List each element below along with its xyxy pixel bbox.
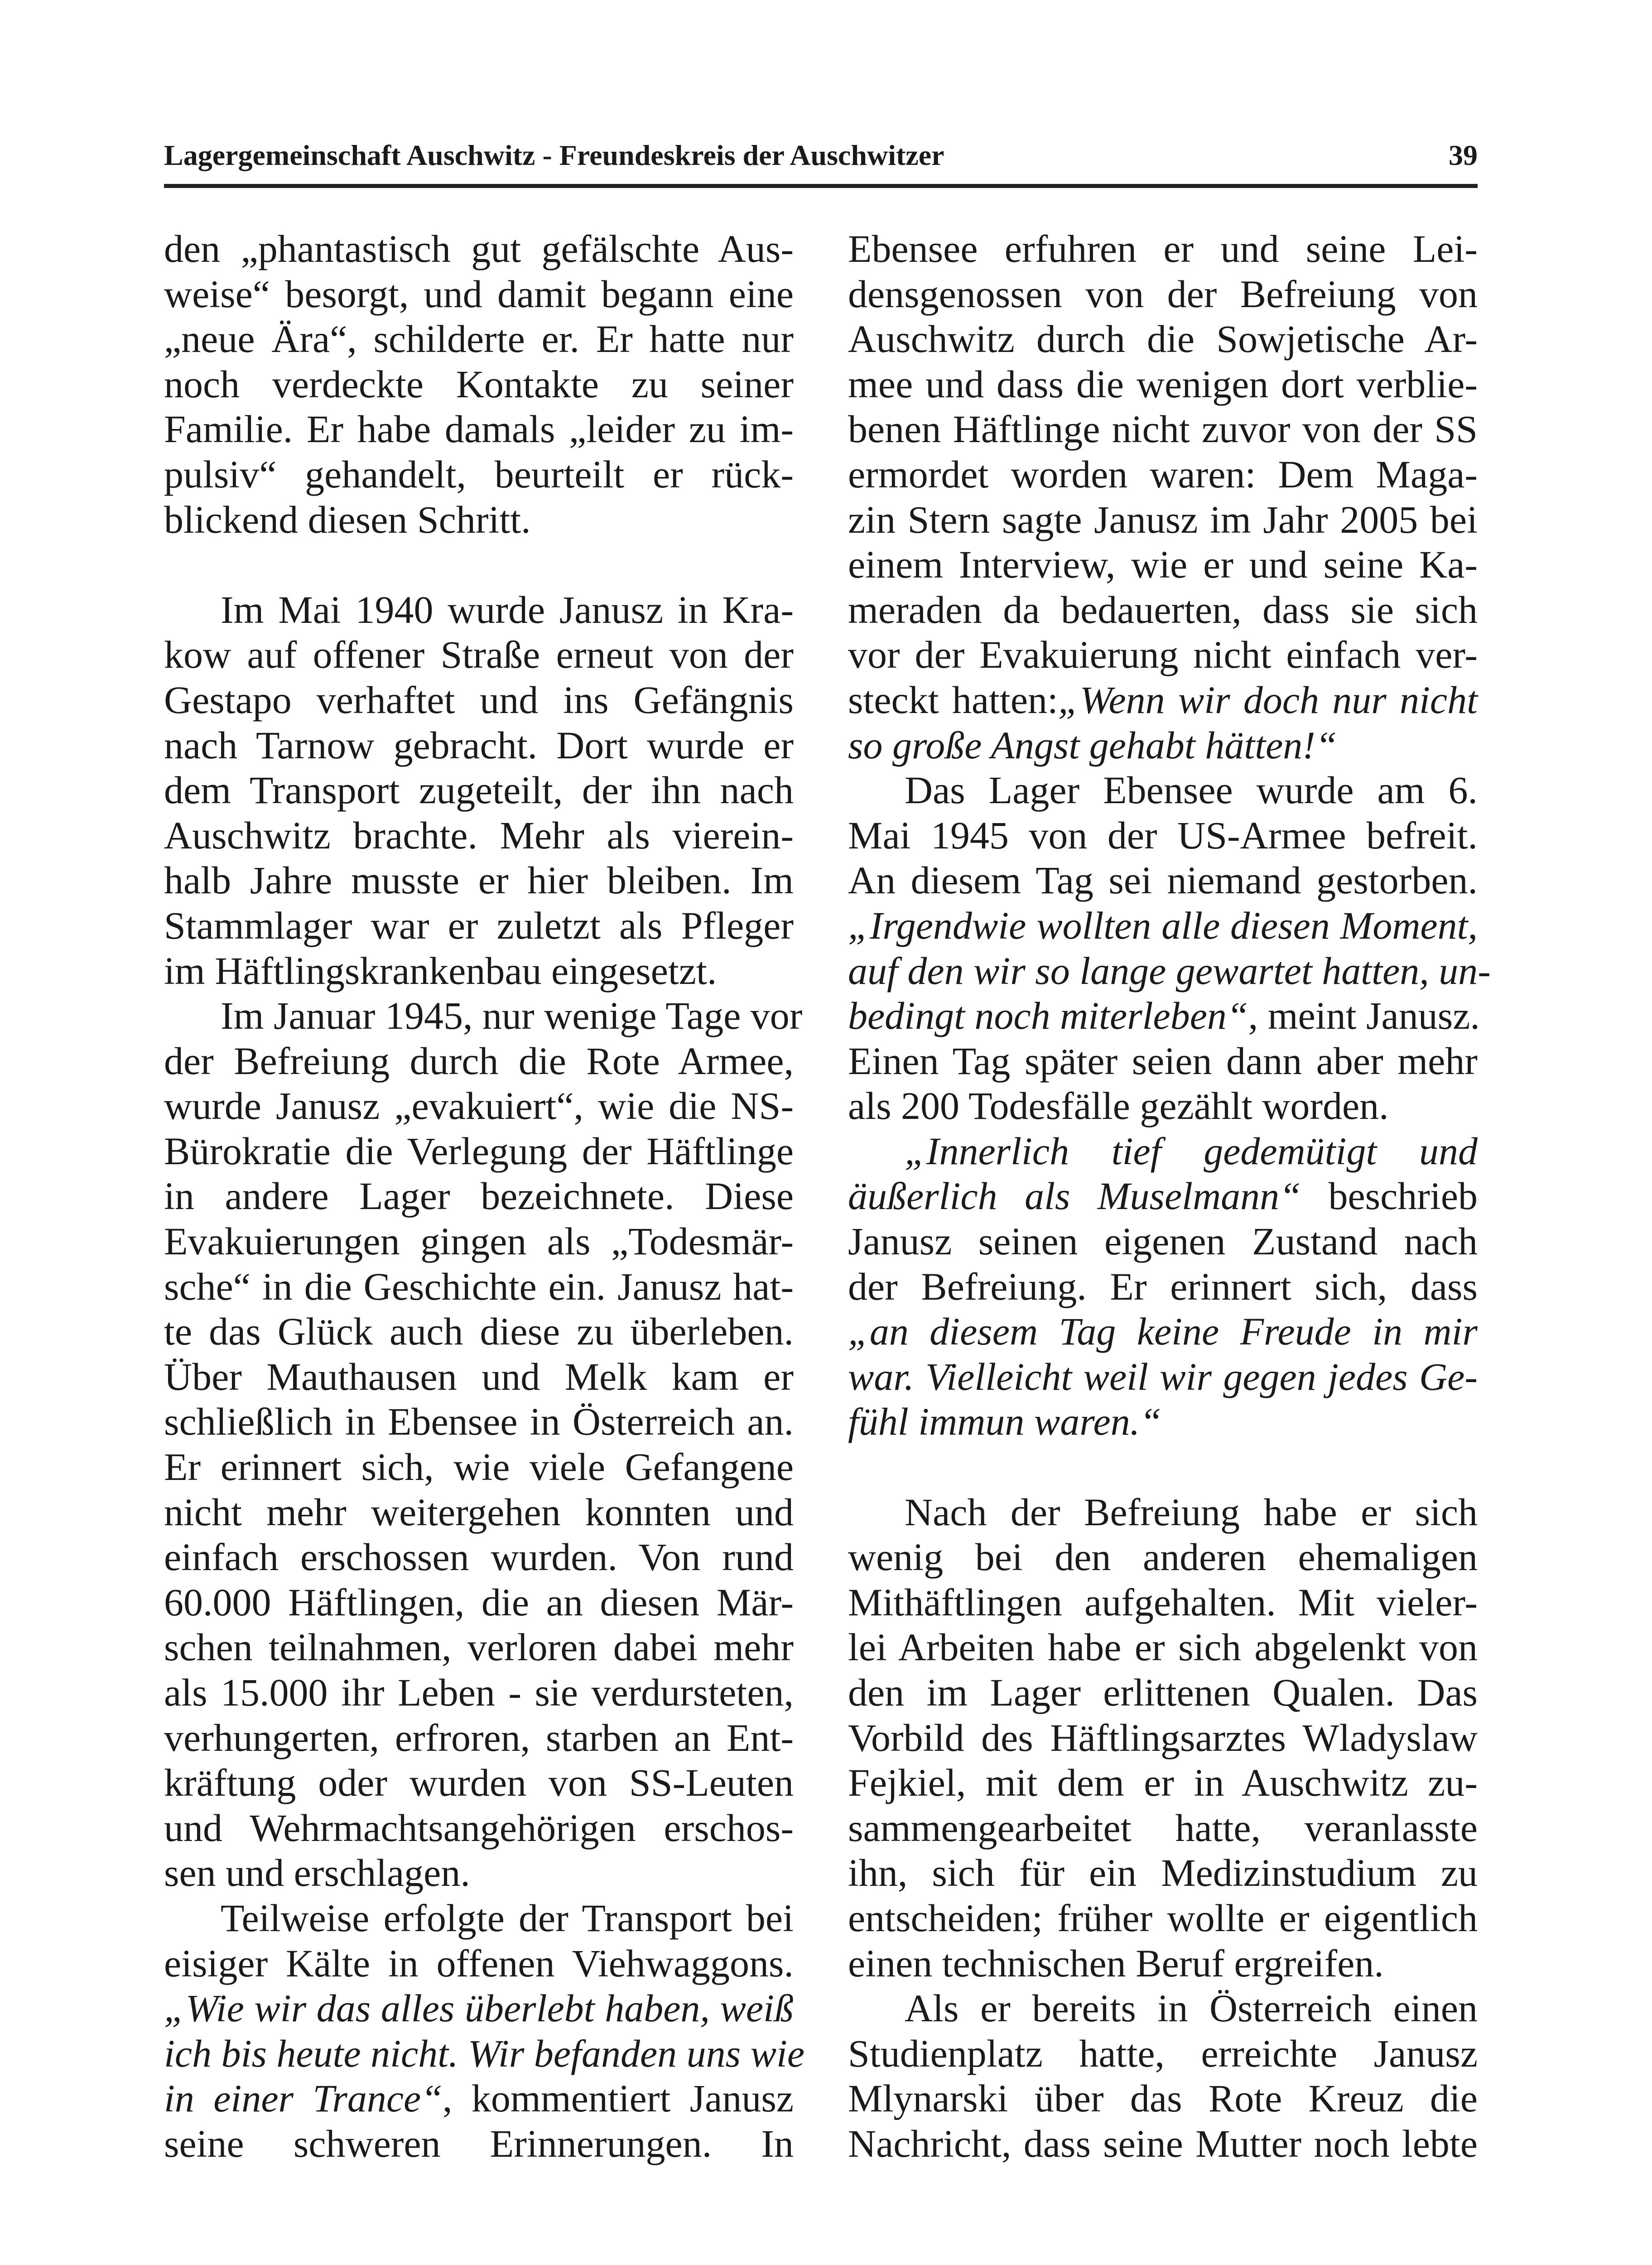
left-column	[164, 226, 805, 2167]
quote-line	[848, 1129, 1478, 1174]
text-line: sen und erschlagen.	[164, 1851, 470, 1895]
quote-line	[848, 1399, 1478, 1445]
text-line: Vorbild des Häftlingsarztes Wladyslaw	[848, 1716, 1478, 1759]
quote-line	[848, 903, 1478, 949]
text-line: als 15.000 ihr Leben - sie verdursteten,	[164, 1671, 794, 1714]
text-line: meraden da bedauerten, dass sie sich	[848, 588, 1478, 631]
text-line	[848, 678, 1478, 723]
text-line: in andere Lager bezeichnete. Diese	[164, 1174, 794, 1218]
right-column	[848, 226, 1491, 2167]
text-line: den im Lager erlittenen Qualen. Das	[848, 1671, 1478, 1714]
text-line: und Wehrmachtsangehörigen erschos-	[164, 1806, 794, 1850]
text-line: An diesem Tag sei niemand gestorben.	[848, 858, 1478, 902]
quote-text: „Wie wir das alles überlebt haben, weiß	[164, 1986, 794, 2030]
quote-text: so große Angst gehabt hätten!“	[848, 723, 1337, 767]
page-number: 39	[1449, 139, 1478, 171]
text-line: Bürokratie die Verlegung der Häftlinge	[164, 1129, 794, 1173]
text-line: te das Glück auch diese zu überleben.	[164, 1310, 794, 1354]
text-line: Auschwitz durch die Sowjetische Ar-	[848, 317, 1478, 361]
text-line: ihn, sich für ein Medizinstudium zu	[848, 1851, 1478, 1895]
quote-line	[848, 1309, 1478, 1354]
quote-line	[164, 2031, 805, 2077]
quote-text: „Irgendwie wollten alle diesen Moment,	[848, 903, 1478, 947]
text-line: schließlich in Ebensee in Österreich an.	[164, 1400, 794, 1444]
quote-line	[848, 949, 1491, 994]
text-line: Ebensee erfuhren er und seine Lei-	[848, 227, 1478, 270]
text-line: mee und dass die wenigen dort verblie-	[848, 362, 1478, 406]
text-line: Mithäftlingen aufgehalten. Mit vieler-	[848, 1580, 1478, 1624]
quote-text: „Wenn wir doch nur nicht	[1058, 678, 1478, 722]
text-line	[848, 1174, 1478, 1219]
text-line: zin Stern sagte Janusz im Jahr 2005 bei	[848, 497, 1478, 541]
text-line: Als er bereits in Österreich einen	[905, 1986, 1478, 2030]
running-header	[164, 134, 1478, 188]
text-line: entscheiden; früher wollte er eigentlich	[848, 1896, 1478, 1940]
text-line: nicht mehr weitergehen konnten und	[164, 1490, 794, 1534]
quote-text: in einer Trance“	[164, 2077, 443, 2120]
text-line: nach Tarnow gebracht. Dort wurde er	[164, 723, 794, 767]
text-fragment: , meint Janusz.	[1248, 994, 1480, 1038]
text-line: 60.000 Häftlingen, die an diesen Mär-	[164, 1580, 794, 1624]
text-fragment: , kommentiert Janusz	[443, 2077, 794, 2120]
text-line: seine schweren Erinnerungen. In	[164, 2121, 794, 2165]
quote-text: war. Vielleicht weil wir gegen jedes Ge-	[848, 1354, 1478, 1398]
text-line: Studienplatz hatte, erreichte Janusz	[848, 2031, 1478, 2075]
text-line: halb Jahre musste er hier bleiben. Im	[164, 858, 794, 902]
text-line: dem Transport zugeteilt, der ihn nach	[164, 768, 794, 812]
text-line	[848, 993, 1478, 1039]
text-line: einen technischen Beruf ergreifen.	[848, 1941, 1384, 1985]
text-line: Über Mauthausen und Melk kam er	[164, 1354, 794, 1398]
text-line: einem Interview, wie er und seine Ka-	[848, 543, 1478, 587]
text-line: sammengearbeitet hatte, veranlasste	[848, 1806, 1478, 1850]
text-line: noch verdeckte Kontakte zu seiner	[164, 362, 794, 406]
quote-text: „Innerlich tief gedemütigt und	[905, 1129, 1478, 1173]
text-fragment: steckt hatten:	[848, 678, 1058, 722]
text-line: Er erinnert sich, wie viele Gefangene	[164, 1445, 794, 1489]
paragraph-gap	[164, 542, 794, 588]
text-line: Mai 1945 von der US-Armee befreit.	[848, 813, 1478, 857]
text-line: Gestapo verhaftet und ins Gefängnis	[164, 678, 794, 722]
text-line: Nachricht, dass seine Mutter noch lebte	[848, 2121, 1478, 2165]
text-line: Stammlager war er zuletzt als Pfleger	[164, 903, 794, 947]
text-line: sche“ in die Geschichte ein. Janusz hat-	[164, 1264, 794, 1308]
text-line: Teilweise erfolgte der Transport bei	[221, 1896, 794, 1940]
quote-line	[848, 723, 1478, 768]
text-line: Evakuierungen gingen als „Todesmär-	[164, 1219, 794, 1263]
text-fragment: beschrieb	[1301, 1174, 1478, 1218]
text-line: der Befreiung. Er erinnert sich, dass	[848, 1264, 1478, 1308]
text-line: blickend diesen Schritt.	[164, 497, 531, 541]
text-line: benen Häftlinge nicht zuvor von der SS	[848, 407, 1478, 451]
quote-text: fühl immun waren.“	[848, 1400, 1162, 1444]
text-line: Mlynarski über das Rote Kreuz die	[848, 2077, 1478, 2120]
text-line: einfach erschossen wurden. Von rund	[164, 1535, 794, 1579]
text-line: „neue Ära“, schilderte er. Er hatte nur	[164, 317, 794, 361]
text-line: densgenossen von der Befreiung von	[848, 272, 1478, 316]
text-line: kräftung oder wurden von SS-Leuten	[164, 1761, 794, 1805]
quote-text: „an diesem Tag keine Freude in mir	[848, 1310, 1478, 1354]
text-line: ermordet worden waren: Dem Maga-	[848, 452, 1478, 496]
text-line: Einen Tag später seien dann aber mehr	[848, 1039, 1478, 1083]
quote-line	[164, 1986, 794, 2031]
text-line: der Befreiung durch die Rote Armee,	[164, 1039, 794, 1083]
paragraph-gap	[848, 1445, 1478, 1490]
quote-line	[848, 1354, 1478, 1400]
text-line: als 200 Todesfälle gezählt worden.	[848, 1084, 1389, 1128]
text-line: eisiger Kälte in offenen Viehwaggons.	[164, 1941, 794, 1985]
text-line: Janusz seinen eigenen Zustand nach	[848, 1219, 1478, 1263]
header-title: Lagergemeinschaft Auschwitz - Freundeskreis der Auschwitzer	[164, 139, 944, 171]
quote-text: äußerlich als Muselmann“	[848, 1174, 1301, 1218]
text-line: Nach der Befreiung habe er sich	[905, 1490, 1478, 1534]
text-line: wurde Janusz „evakuiert“, wie die NS-	[164, 1084, 794, 1128]
text-line: Im Januar 1945, nur wenige Tage vor	[221, 994, 803, 1038]
text-line: Fejkiel, mit dem er in Auschwitz zu-	[848, 1761, 1478, 1805]
text-line: Das Lager Ebensee wurde am 6.	[905, 768, 1478, 812]
text-line: verhungerten, erfroren, starben an Ent-	[164, 1716, 794, 1759]
text-line: vor der Evakuierung nicht einfach ver-	[848, 633, 1478, 677]
text-line	[164, 2076, 794, 2121]
text-line: den „phantastisch gut gefälschte Aus-	[164, 227, 794, 270]
text-line: Im Mai 1940 wurde Janusz in Kra-	[221, 588, 794, 631]
text-line: lei Arbeiten habe er sich abgelenkt von	[848, 1625, 1478, 1669]
text-line: im Häftlingskrankenbau eingesetzt.	[164, 949, 717, 993]
text-line: Familie. Er habe damals „leider zu im-	[164, 407, 794, 451]
quote-text: auf den wir so lange gewartet hatten, un-	[848, 949, 1491, 993]
text-line: wenig bei den anderen ehemaligen	[848, 1535, 1478, 1579]
quote-text: ich bis heute nicht. Wir befanden uns wie	[164, 2031, 805, 2075]
text-line: weise“ besorgt, und damit begann eine	[164, 272, 794, 316]
quote-text: bedingt noch miterleben“	[848, 994, 1248, 1038]
text-line: pulsiv“ gehandelt, beurteilt er rück-	[164, 452, 794, 496]
text-line: schen teilnahmen, verloren dabei mehr	[164, 1625, 794, 1669]
text-line: kow auf offener Straße erneut von der	[164, 633, 794, 677]
text-line: Auschwitz brachte. Mehr als vierein-	[164, 813, 794, 857]
